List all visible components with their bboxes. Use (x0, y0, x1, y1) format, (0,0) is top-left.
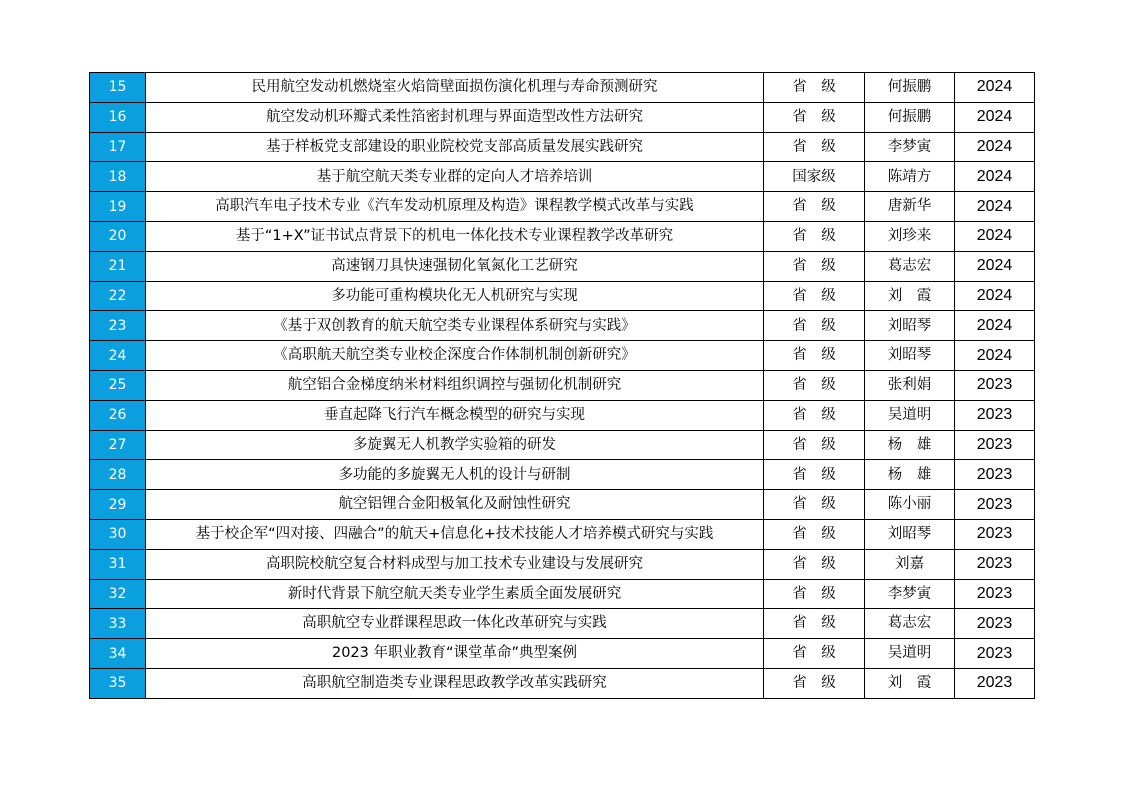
row-number: 27 (90, 430, 146, 460)
project-leader: 李梦寅 (865, 132, 955, 162)
project-year: 2024 (955, 311, 1035, 341)
project-title: 民用航空发动机燃烧室火焰筒壁面损伤演化机理与寿命预测研究 (146, 73, 764, 103)
project-year: 2023 (955, 490, 1035, 520)
row-number: 20 (90, 221, 146, 251)
project-level: 省 级 (764, 609, 865, 639)
project-title: 《高职航天航空类专业校企深度合作体制机制创新研究》 (146, 341, 764, 371)
project-level: 省 级 (764, 251, 865, 281)
project-leader: 葛志宏 (865, 251, 955, 281)
table-row (90, 430, 1035, 460)
table-row (90, 609, 1035, 639)
project-table (89, 72, 1035, 699)
project-title: 新时代背景下航空航天类专业学生素质全面发展研究 (146, 579, 764, 609)
row-number: 24 (90, 341, 146, 371)
row-number: 19 (90, 192, 146, 222)
project-year: 2024 (955, 221, 1035, 251)
row-number: 30 (90, 519, 146, 549)
row-number: 17 (90, 132, 146, 162)
row-number: 23 (90, 311, 146, 341)
table-row (90, 490, 1035, 520)
project-level: 省 级 (764, 341, 865, 371)
table-row (90, 460, 1035, 490)
project-level: 省 级 (764, 490, 865, 520)
project-level: 省 级 (764, 400, 865, 430)
project-level: 国家级 (764, 162, 865, 192)
project-leader: 刘嘉 (865, 549, 955, 579)
project-title: 多功能可重构模块化无人机研究与实现 (146, 281, 764, 311)
project-leader: 何振鹏 (865, 73, 955, 103)
project-title: 2023 年职业教育“课堂革命”典型案例 (146, 639, 764, 669)
project-leader: 张利娟 (865, 370, 955, 400)
project-level: 省 级 (764, 192, 865, 222)
project-year: 2024 (955, 251, 1035, 281)
table-row (90, 579, 1035, 609)
table-row (90, 311, 1035, 341)
project-title: 垂直起降飞行汽车概念模型的研究与实现 (146, 400, 764, 430)
table-row (90, 639, 1035, 669)
project-year: 2023 (955, 519, 1035, 549)
project-year: 2023 (955, 370, 1035, 400)
project-year: 2023 (955, 668, 1035, 698)
project-leader: 李梦寅 (865, 579, 955, 609)
project-leader: 刘珍来 (865, 221, 955, 251)
project-title: 高职航空制造类专业课程思政教学改革实践研究 (146, 668, 764, 698)
row-number: 29 (90, 490, 146, 520)
project-leader: 杨 雄 (865, 460, 955, 490)
project-year: 2024 (955, 132, 1035, 162)
project-level: 省 级 (764, 639, 865, 669)
project-title: 航空铝锂合金阳极氧化及耐蚀性研究 (146, 490, 764, 520)
project-level: 省 级 (764, 132, 865, 162)
project-level: 省 级 (764, 430, 865, 460)
row-number: 21 (90, 251, 146, 281)
project-level: 省 级 (764, 102, 865, 132)
project-title: 基于样板党支部建设的职业院校党支部高质量发展实践研究 (146, 132, 764, 162)
project-leader: 吴道明 (865, 400, 955, 430)
project-leader: 刘 霞 (865, 281, 955, 311)
row-number: 32 (90, 579, 146, 609)
project-year: 2023 (955, 460, 1035, 490)
project-leader: 刘 霞 (865, 668, 955, 698)
project-title: 航空铝合金梯度纳米材料组织调控与强韧化机制研究 (146, 370, 764, 400)
table-row (90, 341, 1035, 371)
project-table-body (90, 73, 1035, 699)
project-leader: 吴道明 (865, 639, 955, 669)
row-number: 15 (90, 73, 146, 103)
project-year: 2024 (955, 102, 1035, 132)
row-number: 16 (90, 102, 146, 132)
table-row (90, 400, 1035, 430)
project-title: 高职院校航空复合材料成型与加工技术专业建设与发展研究 (146, 549, 764, 579)
row-number: 28 (90, 460, 146, 490)
project-leader: 刘昭琴 (865, 311, 955, 341)
table-row (90, 668, 1035, 698)
project-year: 2024 (955, 341, 1035, 371)
project-level: 省 级 (764, 668, 865, 698)
project-title: 多旋翼无人机教学实验箱的研发 (146, 430, 764, 460)
project-level: 省 级 (764, 519, 865, 549)
project-year: 2023 (955, 579, 1035, 609)
table-row (90, 162, 1035, 192)
table-row (90, 221, 1035, 251)
project-level: 省 级 (764, 281, 865, 311)
project-leader: 唐新华 (865, 192, 955, 222)
project-leader: 何振鹏 (865, 102, 955, 132)
project-title: 基于“1+X”证书试点背景下的机电一体化技术专业课程教学改革研究 (146, 221, 764, 251)
project-title: 多功能的多旋翼无人机的设计与研制 (146, 460, 764, 490)
row-number: 35 (90, 668, 146, 698)
project-year: 2023 (955, 639, 1035, 669)
project-year: 2023 (955, 549, 1035, 579)
table-row (90, 73, 1035, 103)
row-number: 31 (90, 549, 146, 579)
project-title: 高速钢刀具快速强韧化氧氮化工艺研究 (146, 251, 764, 281)
project-leader: 陈小丽 (865, 490, 955, 520)
project-year: 2024 (955, 162, 1035, 192)
project-leader: 杨 雄 (865, 430, 955, 460)
row-number: 22 (90, 281, 146, 311)
project-title: 基于航空航天类专业群的定向人才培养培训 (146, 162, 764, 192)
table-row (90, 519, 1035, 549)
project-leader: 陈靖方 (865, 162, 955, 192)
row-number: 33 (90, 609, 146, 639)
project-table-container (89, 72, 1034, 699)
row-number: 34 (90, 639, 146, 669)
project-year: 2024 (955, 73, 1035, 103)
table-row (90, 102, 1035, 132)
project-level: 省 级 (764, 73, 865, 103)
table-row (90, 132, 1035, 162)
project-year: 2023 (955, 400, 1035, 430)
project-level: 省 级 (764, 370, 865, 400)
project-level: 省 级 (764, 549, 865, 579)
project-level: 省 级 (764, 460, 865, 490)
project-year: 2024 (955, 281, 1035, 311)
row-number: 25 (90, 370, 146, 400)
table-row (90, 192, 1035, 222)
project-year: 2024 (955, 192, 1035, 222)
project-title: 航空发动机环瓣式柔性箔密封机理与界面造型改性方法研究 (146, 102, 764, 132)
project-leader: 葛志宏 (865, 609, 955, 639)
project-title: 高职汽车电子技术专业《汽车发动机原理及构造》课程教学模式改革与实践 (146, 192, 764, 222)
project-title: 《基于双创教育的航天航空类专业课程体系研究与实践》 (146, 311, 764, 341)
table-row (90, 370, 1035, 400)
row-number: 26 (90, 400, 146, 430)
row-number: 18 (90, 162, 146, 192)
project-level: 省 级 (764, 579, 865, 609)
table-row (90, 549, 1035, 579)
project-year: 2023 (955, 609, 1035, 639)
project-title: 基于校企军“四对接、四融合”的航天+信息化+技术技能人才培养模式研究与实践 (146, 519, 764, 549)
project-leader: 刘昭琴 (865, 341, 955, 371)
table-row (90, 251, 1035, 281)
project-level: 省 级 (764, 311, 865, 341)
project-leader: 刘昭琴 (865, 519, 955, 549)
project-level: 省 级 (764, 221, 865, 251)
project-title: 高职航空专业群课程思政一体化改革研究与实践 (146, 609, 764, 639)
project-year: 2023 (955, 430, 1035, 460)
table-row (90, 281, 1035, 311)
